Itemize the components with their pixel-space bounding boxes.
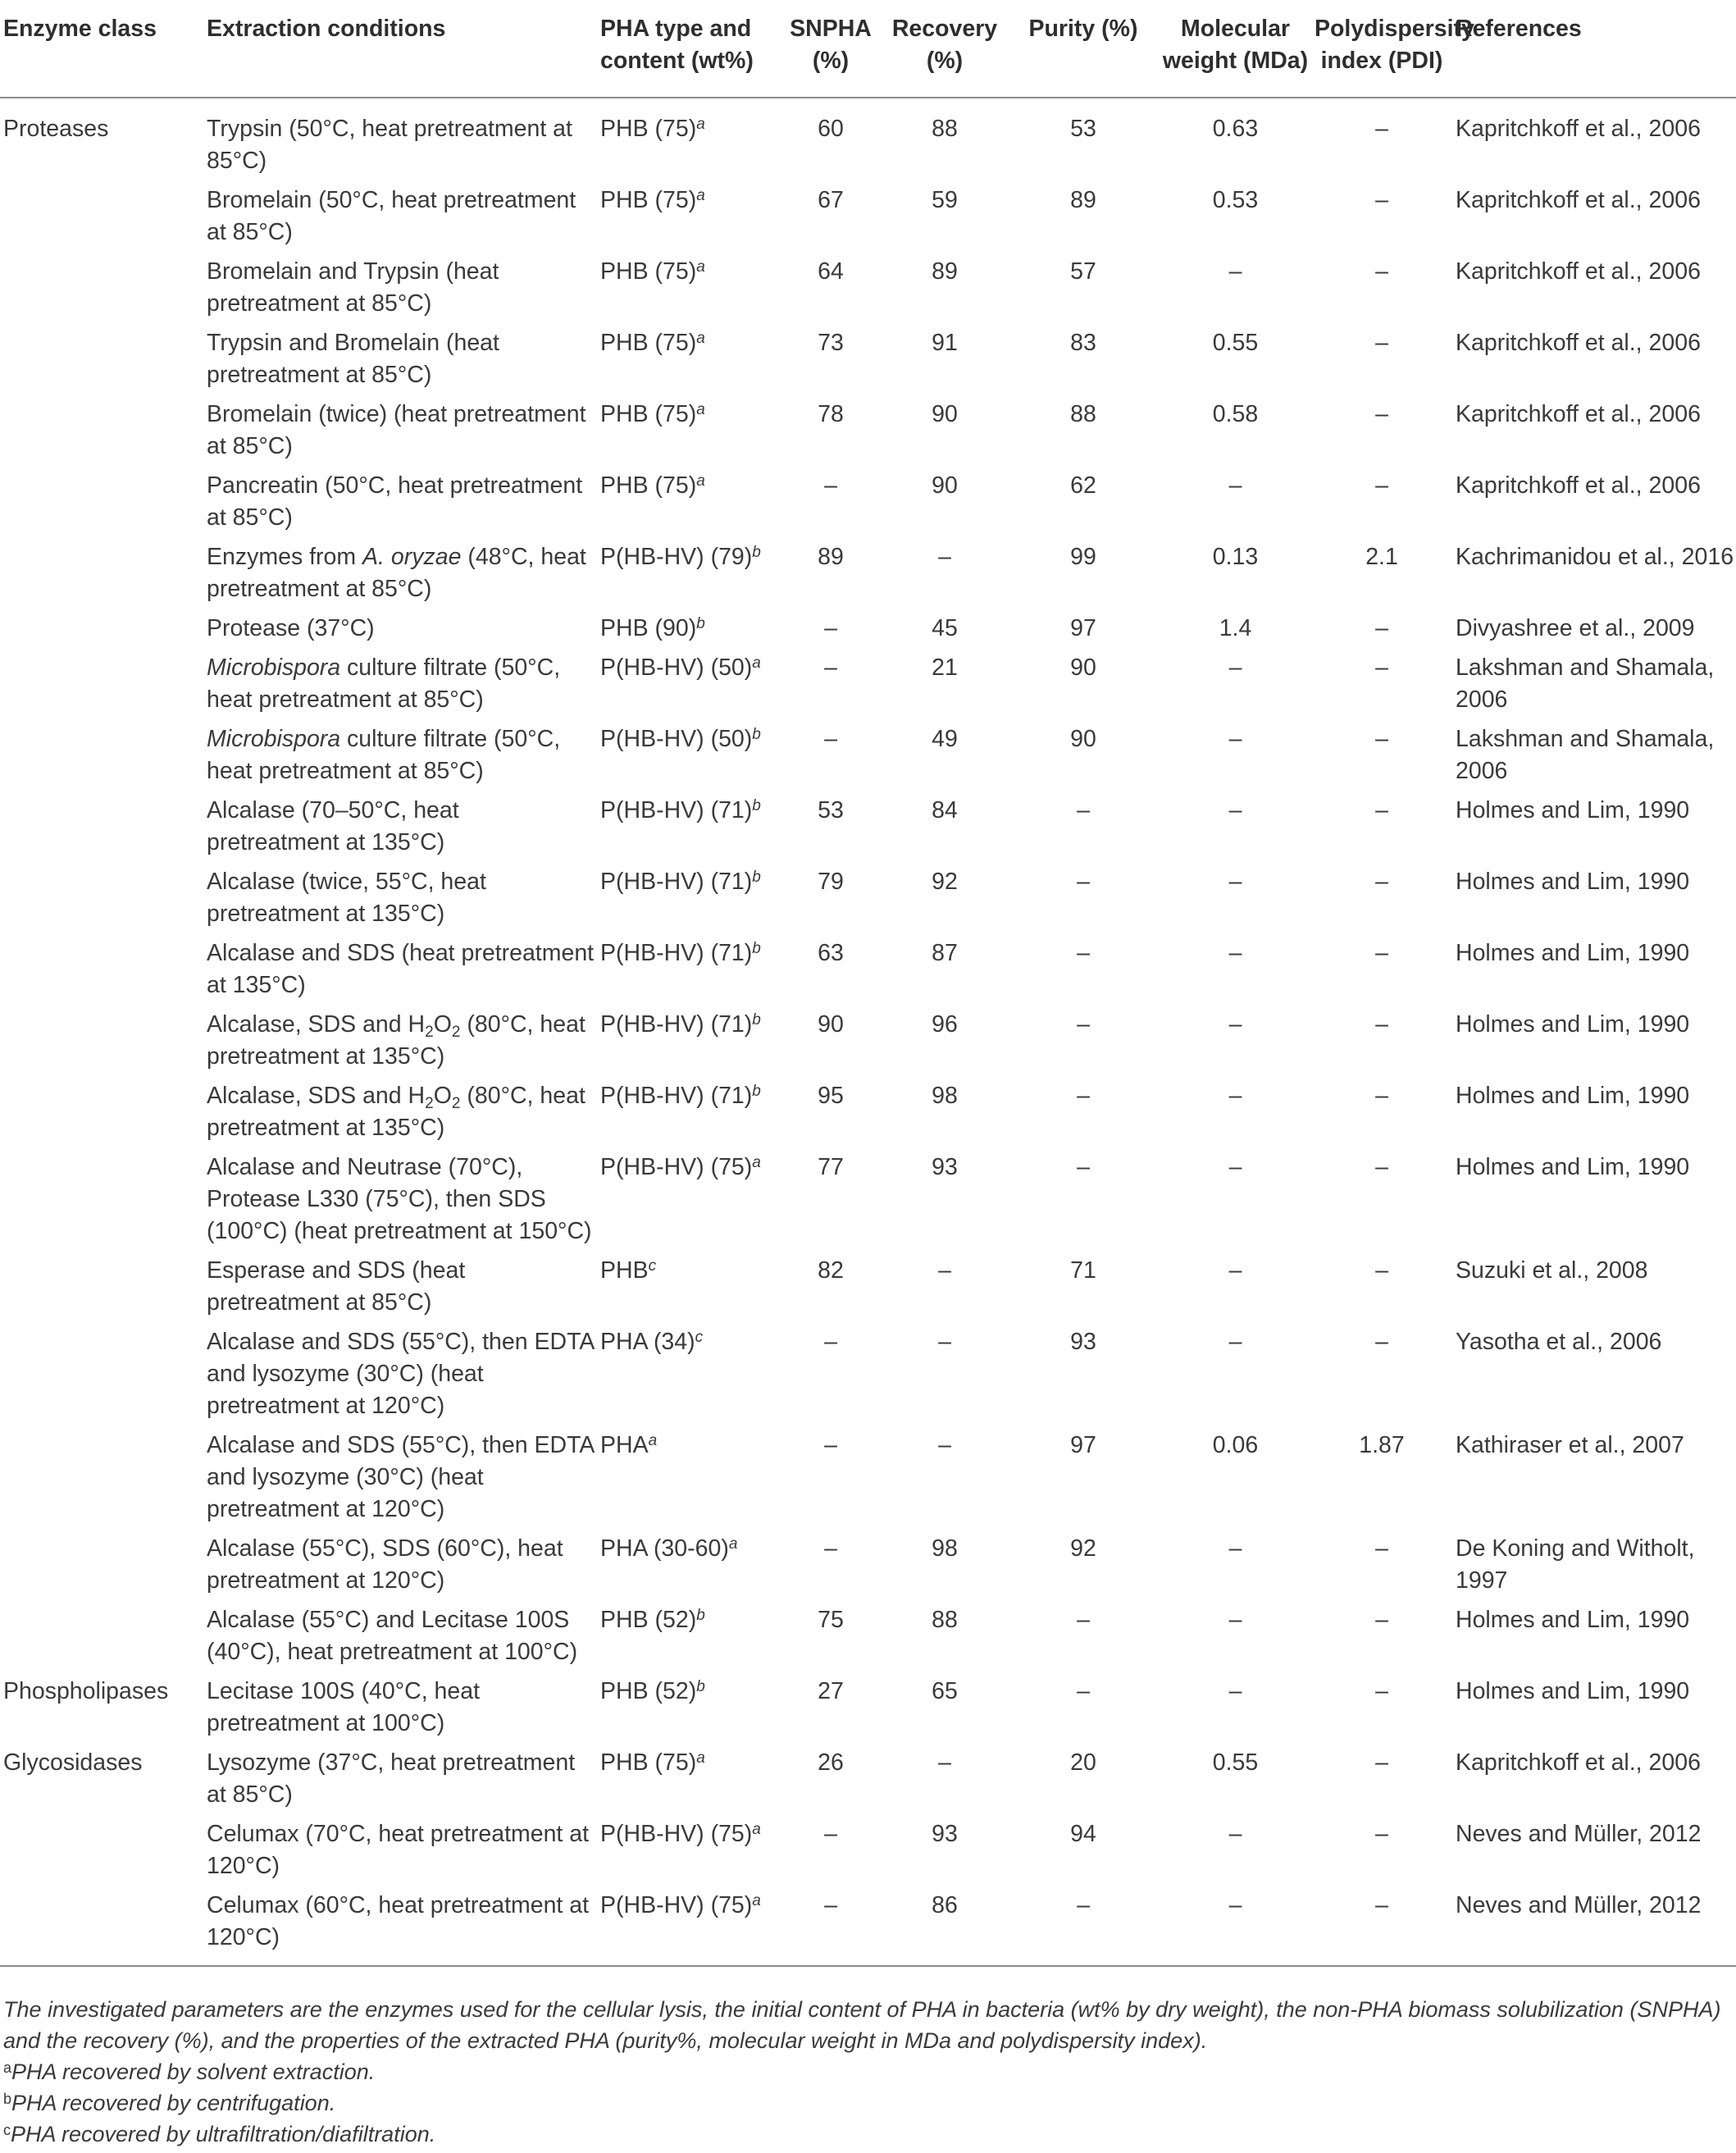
extraction-conditions-cell: Alcalase and Neutrase (70°C), Protease L330 (75°C), then SDS (100°C) (heat pretreatment at 150°C) — [207, 1154, 592, 1244]
footnote-a: $^a$PHA recovered by solvent extraction. — [3, 2059, 376, 2084]
recovery-cell: 88 — [932, 1607, 958, 1633]
snpha-cell: 75 — [818, 1607, 844, 1633]
table-row — [0, 1255, 1736, 1326]
extraction-conditions-cell: Lecitase 100S (40°C, heat pretreatment at 100°C) — [207, 1678, 481, 1736]
pdi-cell: – — [1375, 401, 1388, 427]
extraction-conditions-cell: Celumax (60°C, heat pretreatment at 120°C) — [207, 1892, 590, 1950]
reference-cell: Kapritchkoff et al., 2006 — [1456, 472, 1701, 499]
table-row — [0, 399, 1736, 470]
header-references: References — [1456, 16, 1582, 42]
table-row — [0, 185, 1736, 256]
footnote-b: $^b$PHA recovered by centrifugation. — [3, 2091, 336, 2115]
recovery-cell: 45 — [932, 615, 958, 641]
snpha-cell: 26 — [818, 1749, 844, 1776]
enzyme-class-cell — [0, 1818, 207, 1890]
purity-cell: 92 — [1070, 1535, 1096, 1562]
enzyme-class-cell: Proteases — [3, 116, 109, 142]
enzyme-class-cell — [0, 795, 207, 866]
pdi-cell: – — [1375, 655, 1388, 681]
extraction-conditions-cell: Trypsin (50°C, heat pretreatment at 85°C) — [207, 116, 572, 174]
enzyme-class-cell — [0, 613, 207, 652]
reference-cell: Holmes and Lim, 1990 — [1456, 940, 1690, 966]
reference-cell: Yasotha et al., 2006 — [1456, 1329, 1662, 1355]
reference-cell: Holmes and Lim, 1990 — [1456, 1011, 1690, 1038]
table-row — [0, 1326, 1736, 1430]
pdi-cell: – — [1375, 1607, 1388, 1633]
purity-cell: 57 — [1070, 258, 1096, 285]
purity-cell: 89 — [1070, 187, 1096, 213]
snpha-cell: 90 — [818, 1011, 844, 1038]
molecular-weight-cell: 0.53 — [1212, 187, 1259, 213]
recovery-cell: – — [938, 1257, 951, 1284]
table-row — [0, 613, 1736, 652]
recovery-cell: – — [938, 1329, 951, 1355]
purity-cell: – — [1077, 869, 1090, 895]
pha-type-cell: P(HB-HV) $(75)^a$ — [600, 1821, 761, 1847]
recovery-cell: 84 — [932, 797, 958, 823]
enzyme-class-cell — [0, 866, 207, 937]
extraction-conditions-cell: Pancreatin (50°C, heat pretreatment at 85°C) — [207, 472, 583, 531]
enzyme-class-cell — [0, 937, 207, 1009]
reference-cell: Divyashree et al., 2009 — [1456, 615, 1695, 641]
molecular-weight-cell: – — [1228, 726, 1242, 752]
snpha-cell: 79 — [818, 869, 844, 895]
molecular-weight-cell: – — [1228, 655, 1242, 681]
enzyme-class-cell: Glycosidases — [3, 1749, 143, 1776]
extraction-conditions-cell: Alcalase (twice, 55°C, heat pretreatment at 135°C) — [207, 869, 486, 927]
reference-cell: De Koning and Witholt, 1997 — [1456, 1535, 1695, 1594]
reference-cell: Holmes and Lim, 1990 — [1456, 1154, 1690, 1180]
enzyme-class-cell — [0, 256, 207, 327]
table-row — [0, 1430, 1736, 1533]
molecular-weight-cell: – — [1228, 1678, 1242, 1704]
reference-cell: Lakshman and Shamala, 2006 — [1456, 726, 1715, 784]
reference-cell: Kapritchkoff et al., 2006 — [1456, 116, 1701, 142]
extraction-conditions-cell: Alcalase, SDS and $H_2O_2$ (80°C, heat pretreatment at 135°C) — [207, 1083, 586, 1141]
pdi-cell: – — [1375, 1329, 1388, 1355]
purity-cell: 20 — [1070, 1749, 1096, 1776]
purity-cell: 90 — [1070, 726, 1096, 752]
reference-cell: Kachrimanidou et al., 2016 — [1456, 544, 1734, 570]
reference-cell: Holmes and Lim, 1990 — [1456, 1607, 1690, 1633]
enzyme-class-cell: Phospholipases — [3, 1678, 169, 1704]
molecular-weight-cell: – — [1228, 869, 1242, 895]
extraction-conditions-cell: Esperase and SDS (heat pretreatment at 85°C) — [207, 1257, 466, 1316]
snpha-cell: 95 — [818, 1083, 844, 1109]
purity-cell: 88 — [1070, 401, 1096, 427]
pdi-cell: – — [1375, 726, 1388, 752]
pdi-cell: – — [1375, 187, 1388, 213]
snpha-cell: – — [824, 1535, 837, 1562]
recovery-cell: 86 — [932, 1892, 958, 1918]
molecular-weight-cell: – — [1228, 1535, 1242, 1562]
pha-type-cell: P(HB-HV) $(71)^b$ — [600, 1083, 761, 1109]
purity-cell: – — [1077, 1011, 1090, 1038]
pdi-cell: – — [1375, 116, 1388, 142]
snpha-cell: – — [824, 615, 837, 641]
snpha-cell: 27 — [818, 1678, 844, 1704]
recovery-cell: 90 — [932, 401, 958, 427]
extraction-conditions-cell: Alcalase (55°C), SDS (60°C), heat pretreatment at 120°C) — [207, 1535, 563, 1594]
extraction-conditions-cell: Lysozyme (37°C, heat pretreatment at 85°C) — [207, 1749, 576, 1808]
table-row — [0, 937, 1736, 1009]
extraction-conditions-cell: Microbispora culture filtrate (50°C, heat pretreatment at 85°C) — [207, 655, 561, 713]
purity-cell: – — [1077, 1154, 1090, 1180]
molecular-weight-cell: 0.55 — [1212, 330, 1259, 356]
enzyme-class-cell — [0, 327, 207, 399]
purity-cell: – — [1077, 1607, 1090, 1633]
header-recovery: Recovery (%) — [891, 16, 998, 74]
snpha-cell: 82 — [818, 1257, 844, 1284]
extraction-conditions-cell: Alcalase (55°C) and Lecitase 100S (40°C), heat pretreatment at 100°C) — [207, 1607, 578, 1665]
snpha-cell: – — [824, 1821, 837, 1847]
pha-type-cell: P(HB-HV) $(71)^b$ — [600, 797, 761, 823]
pdi-cell: – — [1375, 615, 1388, 641]
molecular-weight-cell: – — [1228, 797, 1242, 823]
table-row — [0, 1152, 1736, 1255]
reference-cell: Holmes and Lim, 1990 — [1456, 1678, 1690, 1704]
pha-type-cell: PHB $(75)^a$ — [600, 401, 705, 427]
reference-cell: Kathiraser et al., 2007 — [1456, 1432, 1684, 1458]
reference-cell: Neves and Müller, 2012 — [1456, 1821, 1702, 1847]
recovery-cell: – — [938, 1432, 951, 1458]
molecular-weight-cell: – — [1228, 940, 1242, 966]
purity-cell: 90 — [1070, 655, 1096, 681]
molecular-weight-cell: – — [1228, 1257, 1242, 1284]
reference-cell: Kapritchkoff et al., 2006 — [1456, 330, 1701, 356]
pdi-cell: – — [1375, 1083, 1388, 1109]
molecular-weight-cell: – — [1228, 1892, 1242, 1918]
recovery-cell: 98 — [932, 1083, 958, 1109]
molecular-weight-cell: 0.58 — [1212, 401, 1259, 427]
extraction-conditions-cell: Celumax (70°C, heat pretreatment at 120°C) — [207, 1821, 590, 1879]
recovery-cell: 96 — [932, 1011, 958, 1038]
molecular-weight-cell: 0.55 — [1212, 1749, 1259, 1776]
reference-cell: Holmes and Lim, 1990 — [1456, 797, 1690, 823]
snpha-cell: 78 — [818, 401, 844, 427]
molecular-weight-cell: – — [1228, 1154, 1242, 1180]
table-body — [0, 98, 1736, 1966]
pdi-cell: – — [1375, 797, 1388, 823]
recovery-cell: – — [938, 1749, 951, 1776]
purity-cell: 93 — [1070, 1329, 1096, 1355]
pha-type-cell: PHB $(52)^b$ — [600, 1678, 705, 1704]
recovery-cell: 93 — [932, 1154, 958, 1180]
reference-cell: Kapritchkoff et al., 2006 — [1456, 187, 1701, 213]
snpha-cell: – — [824, 655, 837, 681]
snpha-cell: 67 — [818, 187, 844, 213]
snpha-cell: 63 — [818, 940, 844, 966]
purity-cell: – — [1077, 797, 1090, 823]
snpha-cell: 64 — [818, 258, 844, 285]
pha-type-cell: PHA $(30-60)^a$ — [600, 1535, 738, 1562]
purity-cell: – — [1077, 940, 1090, 966]
reference-cell: Suzuki et al., 2008 — [1456, 1257, 1648, 1284]
header-enzyme-class: Enzyme class — [3, 16, 157, 42]
snpha-cell: 60 — [818, 116, 844, 142]
recovery-cell: 90 — [932, 472, 958, 499]
pdi-cell: 2.1 — [1365, 544, 1398, 570]
reference-cell: Neves and Müller, 2012 — [1456, 1892, 1702, 1918]
enzyme-class-cell — [0, 1326, 207, 1430]
pha-type-cell: PHB $(52)^b$ — [600, 1607, 705, 1633]
pdi-cell: – — [1375, 472, 1388, 499]
pha-type-cell: P(HB-HV) $(79)^b$ — [600, 544, 761, 570]
molecular-weight-cell: – — [1228, 1329, 1242, 1355]
recovery-cell: 49 — [932, 726, 958, 752]
pha-type-cell: PHB $(75)^a$ — [600, 258, 705, 285]
table-row — [0, 327, 1736, 399]
pha-type-cell: P(HB-HV) $(71)^b$ — [600, 940, 761, 966]
recovery-cell: 59 — [932, 187, 958, 213]
pha-type-cell: P(HB-HV) $(71)^b$ — [600, 1011, 761, 1038]
recovery-cell: 93 — [932, 1821, 958, 1847]
pdi-cell: – — [1375, 1892, 1388, 1918]
purity-cell: 99 — [1070, 544, 1096, 570]
table-row — [0, 723, 1736, 795]
enzyme-class-cell — [0, 1890, 207, 1966]
snpha-cell: 89 — [818, 544, 844, 570]
reference-cell: Holmes and Lim, 1990 — [1456, 869, 1690, 895]
recovery-cell: 87 — [932, 940, 958, 966]
table-row — [0, 98, 1736, 185]
enzyme-class-cell — [0, 185, 207, 256]
purity-cell: – — [1077, 1892, 1090, 1918]
purity-cell: 97 — [1070, 1432, 1096, 1458]
pdi-cell: – — [1375, 1535, 1388, 1562]
molecular-weight-cell: – — [1228, 1607, 1242, 1633]
enzyme-class-cell — [0, 723, 207, 795]
pha-type-cell: PHB$^c$ — [600, 1257, 657, 1284]
molecular-weight-cell: 1.4 — [1219, 615, 1252, 641]
enzyme-class-cell — [0, 1430, 207, 1533]
reference-cell: Holmes and Lim, 1990 — [1456, 1083, 1690, 1109]
pha-type-cell: PHB $(90)^b$ — [600, 615, 705, 641]
recovery-cell: 91 — [932, 330, 958, 356]
pha-type-cell: P(HB-HV) $(71)^b$ — [600, 869, 761, 895]
pha-type-cell: PHB $(75)^a$ — [600, 187, 705, 213]
pha-type-cell: P(HB-HV) $(50)^b$ — [600, 726, 761, 752]
pdi-cell: – — [1375, 1821, 1388, 1847]
table-row — [0, 541, 1736, 613]
molecular-weight-cell: – — [1228, 1821, 1242, 1847]
pha-type-cell: PHB $(75)^a$ — [600, 1749, 705, 1776]
extraction-conditions-cell: Alcalase (70–50°C, heat pretreatment at 135°C) — [207, 797, 459, 855]
snpha-cell: – — [824, 1329, 837, 1355]
enzyme-class-cell — [0, 541, 207, 613]
enzyme-extraction-table — [0, 7, 1736, 1967]
enzyme-class-cell — [0, 1080, 207, 1152]
purity-cell: 83 — [1070, 330, 1096, 356]
molecular-weight-cell: 0.06 — [1212, 1432, 1259, 1458]
header-extraction-conditions: Extraction conditions — [207, 16, 446, 42]
snpha-cell: – — [824, 1892, 837, 1918]
pdi-cell: – — [1375, 1154, 1388, 1180]
purity-cell: 62 — [1070, 472, 1096, 499]
pdi-cell: – — [1375, 1749, 1388, 1776]
pha-type-cell: PHB $(75)^a$ — [600, 472, 705, 499]
pdi-cell: – — [1375, 1011, 1388, 1038]
pha-type-cell: PHA $(34)^c$ — [600, 1329, 704, 1355]
reference-cell: Kapritchkoff et al., 2006 — [1456, 258, 1701, 285]
pha-type-cell: PHB $(75)^a$ — [600, 116, 705, 142]
reference-cell: Lakshman and Shamala, 2006 — [1456, 655, 1715, 713]
enzyme-class-cell — [0, 1533, 207, 1604]
footnote-c: $^c$PHA recovered by ultrafiltration/diafiltration. — [3, 2122, 436, 2146]
table-row — [0, 1818, 1736, 1890]
enzyme-class-cell — [0, 1009, 207, 1080]
extraction-conditions-cell: Bromelain (50°C, heat pretreatment at 85°C) — [207, 187, 576, 245]
table-row — [0, 1604, 1736, 1676]
extraction-conditions-cell: Bromelain (twice) (heat pretreatment at 85°C) — [207, 401, 586, 459]
extraction-conditions-cell: Microbispora culture filtrate (50°C, heat pretreatment at 85°C) — [207, 726, 561, 784]
pha-type-cell: P(HB-HV) $(75)^a$ — [600, 1154, 761, 1180]
extraction-conditions-cell: Protease (37°C) — [207, 615, 375, 641]
pdi-cell: – — [1375, 940, 1388, 966]
recovery-cell: 98 — [932, 1535, 958, 1562]
recovery-cell: 21 — [932, 655, 958, 681]
purity-cell: – — [1077, 1678, 1090, 1704]
purity-cell: 97 — [1070, 615, 1096, 641]
snpha-cell: – — [824, 472, 837, 499]
enzyme-class-cell — [0, 470, 207, 541]
table-row — [0, 1533, 1736, 1604]
pdi-cell: – — [1375, 330, 1388, 356]
pdi-cell: 1.87 — [1359, 1432, 1405, 1458]
table-row — [0, 795, 1736, 866]
recovery-cell: 92 — [932, 869, 958, 895]
table-row — [0, 470, 1736, 541]
table-row — [0, 652, 1736, 723]
extraction-conditions-cell: Alcalase and SDS (55°C), then EDTA and lysozyme (30°C) (heat pretreatment at 120°C) — [207, 1432, 594, 1522]
reference-cell: Kapritchkoff et al., 2006 — [1456, 1749, 1701, 1776]
table-row — [0, 1747, 1736, 1818]
snpha-cell: 53 — [818, 797, 844, 823]
table-row — [0, 1676, 1736, 1747]
molecular-weight-cell: 0.13 — [1212, 544, 1259, 570]
purity-cell: 94 — [1070, 1821, 1096, 1847]
table-row — [0, 866, 1736, 937]
pdi-cell: – — [1375, 1678, 1388, 1704]
table-row — [0, 1890, 1736, 1966]
pha-type-cell: P(HB-HV) $(75)^a$ — [600, 1892, 761, 1918]
recovery-cell: – — [938, 544, 951, 570]
header-pdi: Polydispersity index (PDI) — [1315, 16, 1474, 74]
molecular-weight-cell: – — [1228, 1083, 1242, 1109]
extraction-conditions-cell: Alcalase, SDS and $H_2O_2$ (80°C, heat pretreatment at 135°C) — [207, 1011, 586, 1070]
purity-cell: – — [1077, 1083, 1090, 1109]
enzyme-class-cell — [0, 399, 207, 470]
molecular-weight-cell: – — [1228, 472, 1242, 499]
snpha-cell: 77 — [818, 1154, 844, 1180]
molecular-weight-cell: 0.63 — [1212, 116, 1259, 142]
enzyme-class-cell — [0, 1255, 207, 1326]
snpha-cell: – — [824, 726, 837, 752]
molecular-weight-cell: – — [1228, 258, 1242, 285]
table-row — [0, 256, 1736, 327]
header-row — [0, 7, 1736, 98]
extraction-conditions-cell: Enzymes from A. oryzae (48°C, heat pretreatment at 85°C) — [207, 544, 586, 602]
enzyme-class-cell — [0, 1604, 207, 1676]
recovery-cell: 88 — [932, 116, 958, 142]
recovery-cell: 65 — [932, 1678, 958, 1704]
snpha-cell: 73 — [818, 330, 844, 356]
table-row — [0, 1080, 1736, 1152]
extraction-conditions-cell: Trypsin and Bromelain (heat pretreatment at 85°C) — [207, 330, 499, 388]
header-snpha: SNPHA (%) — [790, 16, 872, 74]
pdi-cell: – — [1375, 258, 1388, 285]
extraction-conditions-cell: Bromelain and Trypsin (heat pretreatment at 85°C) — [207, 258, 499, 317]
reference-cell: Kapritchkoff et al., 2006 — [1456, 401, 1701, 427]
recovery-cell: 89 — [932, 258, 958, 285]
pha-type-cell: PHA$^a$ — [600, 1432, 658, 1458]
table-caption: The investigated parameters are the enzymes used for the cellular lysis, the initial content of PHA in bacteria (wt% by dry weight), the non-PHA biomass solubilization (SNPHA) and the recovery (%), and the properties of the extracted PHA (purity%, molecular weight in MDa and polydispersity index). — [3, 1997, 1721, 2053]
snpha-cell: – — [824, 1432, 837, 1458]
pdi-cell: – — [1375, 869, 1388, 895]
table-notes — [3, 1994, 1729, 2150]
header-pha-type: PHA type and content (wt%) — [600, 16, 754, 74]
purity-cell: 71 — [1070, 1257, 1096, 1284]
molecular-weight-cell: – — [1228, 1011, 1242, 1038]
table-row — [0, 1009, 1736, 1080]
pha-type-cell: P(HB-HV) $(50)^a$ — [600, 655, 761, 681]
header-purity: Purity (%) — [1028, 16, 1138, 42]
pdi-cell: – — [1375, 1257, 1388, 1284]
extraction-conditions-cell: Alcalase and SDS (55°C), then EDTA and lysozyme (30°C) (heat pretreatment at 120°C) — [207, 1329, 594, 1419]
enzyme-class-cell — [0, 652, 207, 723]
purity-cell: 53 — [1070, 116, 1096, 142]
pha-type-cell: PHB $(75)^a$ — [600, 330, 705, 356]
header-molecular-weight: Molecular weight (MDa) — [1162, 16, 1309, 74]
enzyme-class-cell — [0, 1152, 207, 1255]
extraction-conditions-cell: Alcalase and SDS (heat pretreatment at 135°C) — [207, 940, 595, 998]
